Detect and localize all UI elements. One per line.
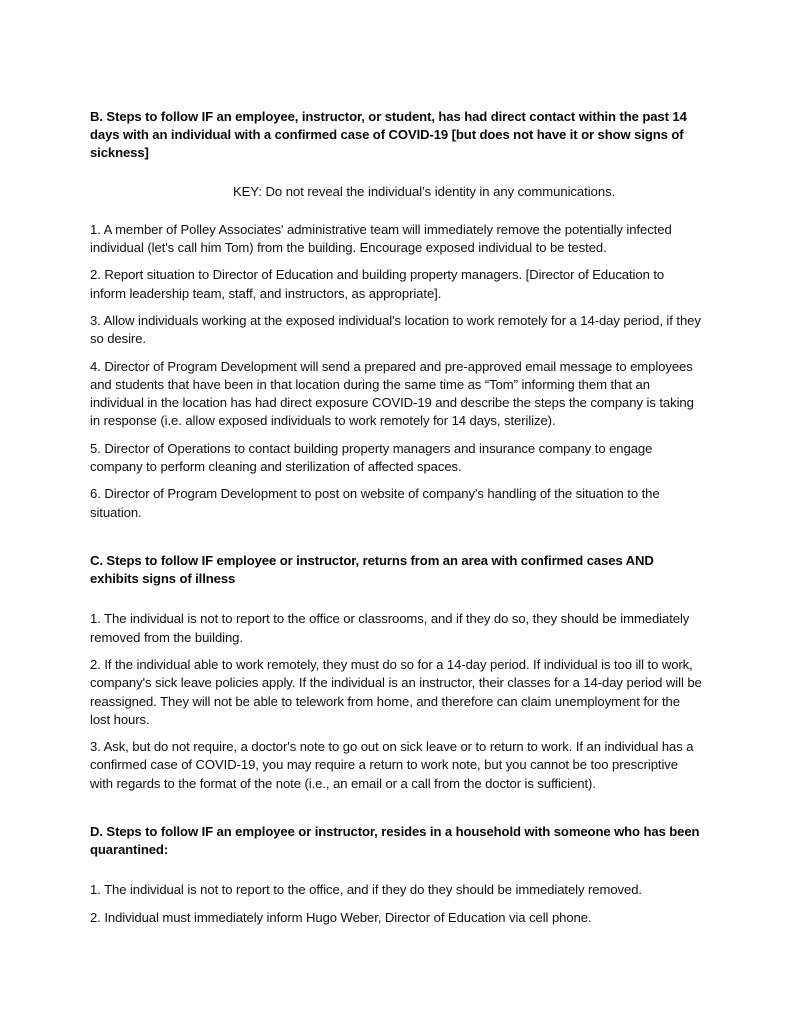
section-c-heading: C. Steps to follow IF employee or instructor, returns from an area with confirmed cases AND exhibits signs of illness [90,552,654,587]
section-c [90,552,702,793]
document-body [90,108,702,927]
section-c-item-3: 3. Ask, but do not require, a doctor's note to go out on sick leave or to return to work. If an individual has a confirmed case of COVID-19, you may require a return to work note, but you cannot be too prescriptive with regards to the format of the note (i.e., an email or a call from the doctor is sufficient). [90,739,694,791]
section-b-items [90,221,702,522]
section-b-item-2: 2. Report situation to Director of Education and building property managers. [Director of Education to inform leadership team, staff, and instructors, as appropriate]. [90,267,665,301]
section-d-item-1: 1. The individual is not to report to the office, and if they do they should be immediately removed. [90,882,642,898]
section-b-key-note: KEY: Do not reveal the individual’s identity in any communications. [233,183,616,199]
section-b-item-3: 3. Allow individuals working at the exposed individual's location to work remotely for a 14-day period, if they so desire. [90,313,701,347]
section-b-item-4: 4. Director of Program Development will send a prepared and pre-approved email message to employees and students that have been in that location during the same time as “Tom” informing them that an individual in the location has had direct exposure COVID-19 and describe the steps the company is taking in response (i.e. allow exposed individuals to work remotely for 14 days, sterilize). [90,358,694,429]
section-c-item-1: 1. The individual is not to report to the office or classrooms, and if they do so, they should be immediately removed from the building. [90,611,690,645]
section-b-heading: B. Steps to follow IF an employee, instructor, or student, has had direct contact within the past 14 days with an individual with a confirmed case of COVID-19 [but does not have it or show signs of sickness] [90,109,687,161]
section-c-items [90,610,702,793]
section-b-item-6: 6. Director of Program Development to post on website of company's handling of the situation to the situation. [90,486,660,520]
section-b [90,108,702,522]
section-d-item-2: 2. Individual must immediately inform Hugo Weber, Director of Education via cell phone. [90,909,592,925]
section-d-heading: D. Steps to follow IF an employee or instructor, resides in a household with someone who has been quarantined: [90,824,700,858]
section-d-items [90,881,702,927]
section-c-item-2: 2. If the individual able to work remotely, they must do so for a 14-day period. If individual is too ill to work, company's sick leave policies apply. If the individual is an instructor, their classes for a 14-day period will be reassigned. They will not be able to telework from home, and therefore can claim unemployment for the lost hours. [90,656,702,727]
section-b-item-1: 1. A member of Polley Associates' administrative team will immediately remove the potentially infected individual (let's call him Tom) from the building. Encourage exposed individual to be tested. [90,221,672,256]
section-d [90,823,702,927]
section-b-item-5: 5. Director of Operations to contact building property managers and insurance company to engage company to perform cleaning and sterilization of affected spaces. [90,440,653,475]
